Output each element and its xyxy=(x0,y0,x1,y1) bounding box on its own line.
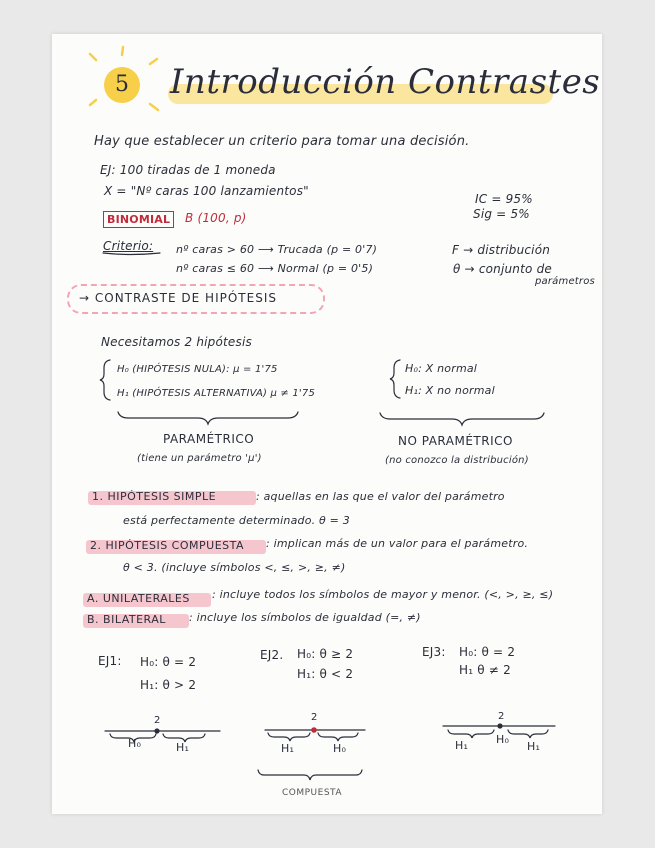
compuesta-label: 2. HIPÓTESIS COMPUESTA xyxy=(90,539,245,552)
simple-text-2: está perfectamente determinado. θ = 3 xyxy=(123,514,350,527)
line-1-right: H₁ xyxy=(176,741,190,754)
criterio-label: Criterio: xyxy=(103,239,154,253)
line-3-point: 2 xyxy=(498,711,505,722)
h1-parametric: H₁ (HIPÓTESIS ALTERNATIVA) μ ≠ 1'75 xyxy=(117,388,316,399)
binomial-distribution: B (100, p) xyxy=(185,211,247,225)
parametrico-note: (tiene un parámetro 'μ') xyxy=(137,453,262,464)
line-1-point: 2 xyxy=(154,715,161,726)
example-2-label: EJ2. xyxy=(260,648,284,662)
binomial-label: BINOMIAL xyxy=(103,211,174,228)
line-2-left: H₁ xyxy=(281,742,295,755)
contraste-heading: → CONTRASTE DE HIPÓTESIS xyxy=(79,291,277,305)
compuesta-note: COMPUESTA xyxy=(282,788,343,798)
example-2-h0: H₀: θ ≥ 2 xyxy=(297,647,354,661)
no-parametrico-label: NO PARAMÉTRICO xyxy=(398,434,513,448)
line-1-left: H₀ xyxy=(128,737,142,750)
significance: Sig = 5% xyxy=(473,207,530,221)
line-3-right: H₁ xyxy=(527,740,541,753)
bilateral-text: : incluye los símbolos de igualdad (=, ≠) xyxy=(189,611,421,624)
example-2-h1: H₁: θ < 2 xyxy=(297,667,354,681)
example-3-label: EJ3: xyxy=(422,645,446,659)
line-2-point: 2 xyxy=(311,712,318,723)
criterio-rule-2: nº caras ≤ 60 ⟶ Normal (p = 0'5) xyxy=(176,262,374,275)
unilateral-text: : incluye todos los símbolos de mayor y menor. (<, >, ≥, ≤) xyxy=(212,588,554,601)
example-heading: EJ: 100 tiradas de 1 moneda xyxy=(100,163,276,177)
line-2-right: H₀ xyxy=(333,742,347,755)
no-parametrico-note: (no conozco la distribución) xyxy=(385,455,529,466)
compuesta-text: : implican más de un valor para el parámetro. xyxy=(266,537,529,550)
necesitamos-text: Necesitamos 2 hipótesis xyxy=(101,335,252,349)
intro-line: Hay que establecer un criterio para tomar una decisión. xyxy=(94,134,470,149)
page-title: Introducción Contrastes xyxy=(170,62,601,102)
example-1-h1: H₁: θ > 2 xyxy=(140,678,197,692)
section-number: 5 xyxy=(115,72,129,97)
parametrico-label: PARAMÉTRICO xyxy=(163,432,255,446)
line-3-center: H₀ xyxy=(496,733,510,746)
simple-label: 1. HIPÓTESIS SIMPLE xyxy=(92,490,217,503)
unilateral-label: A. UNILATERALES xyxy=(87,592,190,605)
confidence-interval: IC = 95% xyxy=(475,192,533,206)
criterio-rule-1: nº caras > 60 ⟶ Trucada (p = 0'7) xyxy=(176,243,378,256)
line-3-left: H₁ xyxy=(455,739,469,752)
example-3-h1: H₁ θ ≠ 2 xyxy=(459,663,511,677)
f-note: F → distribución xyxy=(452,243,551,257)
simple-text: : aquellas en las que el valor del parámetro xyxy=(256,490,505,503)
h1-nonparametric: H₁: X no normal xyxy=(405,384,495,397)
example-1-label: EJ1: xyxy=(98,654,122,668)
x-definition: X = "Nº caras 100 lanzamientos" xyxy=(104,184,309,198)
example-3-h0: H₀: θ = 2 xyxy=(459,645,516,659)
compuesta-text-2: θ < 3. (incluye símbolos <, ≤, >, ≥, ≠) xyxy=(123,561,346,574)
h0-nonparametric: H₀: X normal xyxy=(405,362,478,375)
example-1-h0: H₀: θ = 2 xyxy=(140,655,197,669)
theta-note-continued: parámetros xyxy=(535,276,595,287)
theta-note: θ → conjunto de xyxy=(453,262,552,276)
bilateral-label: B. BILATERAL xyxy=(87,613,166,626)
h0-parametric: H₀ (HIPÓTESIS NULA): μ = 1'75 xyxy=(117,364,278,375)
